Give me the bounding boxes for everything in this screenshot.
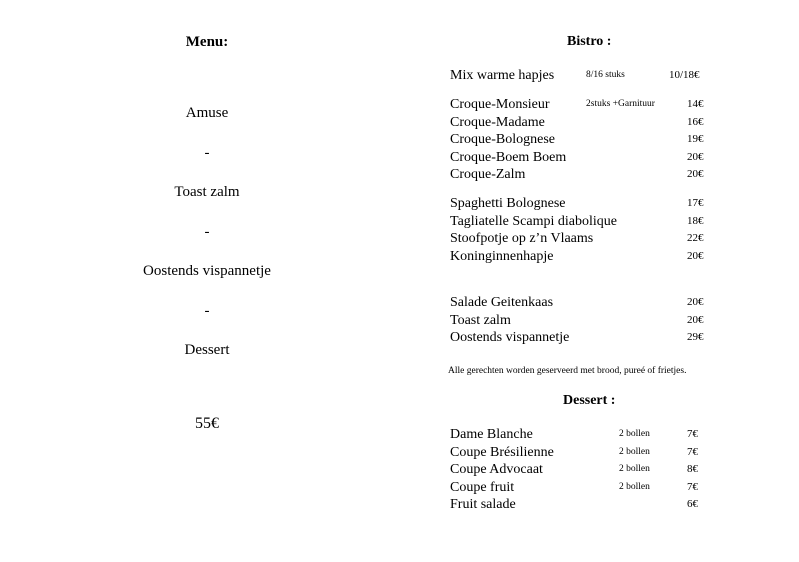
dessert-heading: Dessert : (563, 393, 616, 408)
dessert-item-dame-blanche (450, 427, 740, 444)
bistro-item-tagliatelle-scampi (450, 214, 740, 231)
item-name: Oostends vispannetje (450, 330, 570, 345)
menu-heading: Menu: (185, 34, 229, 50)
item-name: Croque-Madame (450, 115, 545, 130)
item-name: Spaghetti Bolognese (450, 196, 566, 211)
item-name: Croque-Monsieur (450, 97, 550, 112)
item-price: 16€ (687, 116, 704, 128)
item-price: 6€ (687, 498, 698, 510)
item-name: Fruit salade (450, 497, 516, 512)
item-name: Croque-Boem Boem (450, 150, 567, 165)
item-name: Salade Geitenkaas (450, 295, 554, 310)
item-name: Dame Blanche (450, 427, 533, 442)
menu-separator: - (204, 303, 210, 319)
bistro-item-croque-boem-boem (450, 150, 740, 167)
item-note: 8/16 stuks (586, 70, 625, 80)
bistro-item-croque-madame (450, 115, 740, 132)
item-note: 2 bollen (619, 464, 650, 474)
menu-price: 55€ (195, 415, 219, 432)
item-price: 7€ (687, 446, 698, 458)
item-name: Toast zalm (450, 313, 511, 328)
item-price: 20€ (687, 151, 704, 163)
dessert-item-coupe-advocaat (450, 462, 740, 479)
item-price: 20€ (687, 168, 704, 180)
dessert-item-coupe-bresilienne (450, 445, 740, 462)
item-name: Croque-Zalm (450, 167, 526, 182)
item-name: Coupe Brésilienne (450, 445, 554, 460)
dessert-item-coupe-fruit (450, 480, 740, 497)
item-price: 19€ (687, 133, 704, 145)
item-name: Croque-Bolognese (450, 132, 555, 147)
bistro-item-croque-zalm (450, 167, 740, 184)
item-price: 7€ (687, 481, 698, 493)
bistro-item-stoofpotje (450, 231, 740, 248)
item-name: Mix warme hapjes (450, 68, 555, 83)
item-price: 20€ (687, 296, 704, 308)
bistro-item-croque-monsieur (450, 97, 740, 114)
item-price: 18€ (687, 215, 704, 227)
menu-separator: - (204, 145, 210, 161)
item-price: 8€ (687, 463, 698, 475)
bistro-heading: Bistro : (567, 34, 612, 49)
item-note: 2 bollen (619, 429, 650, 439)
menu-course-toast-zalm: Toast zalm (174, 184, 240, 200)
item-name: Coupe Advocaat (450, 462, 543, 477)
item-name: Koninginnenhapje (450, 249, 554, 264)
bistro-item-salade-geitenkaas (450, 295, 740, 312)
bistro-item-mix-warme-hapjes (450, 68, 740, 85)
item-name: Coupe fruit (450, 480, 515, 495)
item-price: 20€ (687, 250, 704, 262)
menu-course-amuse: Amuse (185, 105, 229, 121)
dessert-item-fruit-salade (450, 497, 740, 514)
bistro-item-spaghetti-bolognese (450, 196, 740, 213)
item-name: Stoofpotje op z’n Vlaams (450, 231, 594, 246)
bistro-item-koninginnenhapje (450, 249, 740, 266)
item-price: 17€ (687, 197, 704, 209)
bistro-item-croque-bolognese (450, 132, 740, 149)
bistro-footnote: Alle gerechten worden geserveerd met brood, pureé of frietjes. (448, 366, 687, 376)
bistro-item-oostends-vispannetje (450, 330, 740, 347)
menu-course-dessert: Dessert (184, 342, 230, 358)
menu-course-vispannetje: Oostends vispannetje (143, 263, 271, 279)
item-price: 7€ (687, 428, 698, 440)
item-note: 2stuks +Garnituur (586, 99, 655, 109)
bistro-item-toast-zalm (450, 313, 740, 330)
item-price: 10/18€ (669, 69, 700, 81)
item-price: 29€ (687, 331, 704, 343)
item-note: 2 bollen (619, 482, 650, 492)
menu-separator: - (204, 224, 210, 240)
item-name: Tagliatelle Scampi diabolique (450, 214, 617, 229)
item-price: 20€ (687, 314, 704, 326)
item-price: 22€ (687, 232, 704, 244)
item-price: 14€ (687, 98, 704, 110)
item-note: 2 bollen (619, 447, 650, 457)
